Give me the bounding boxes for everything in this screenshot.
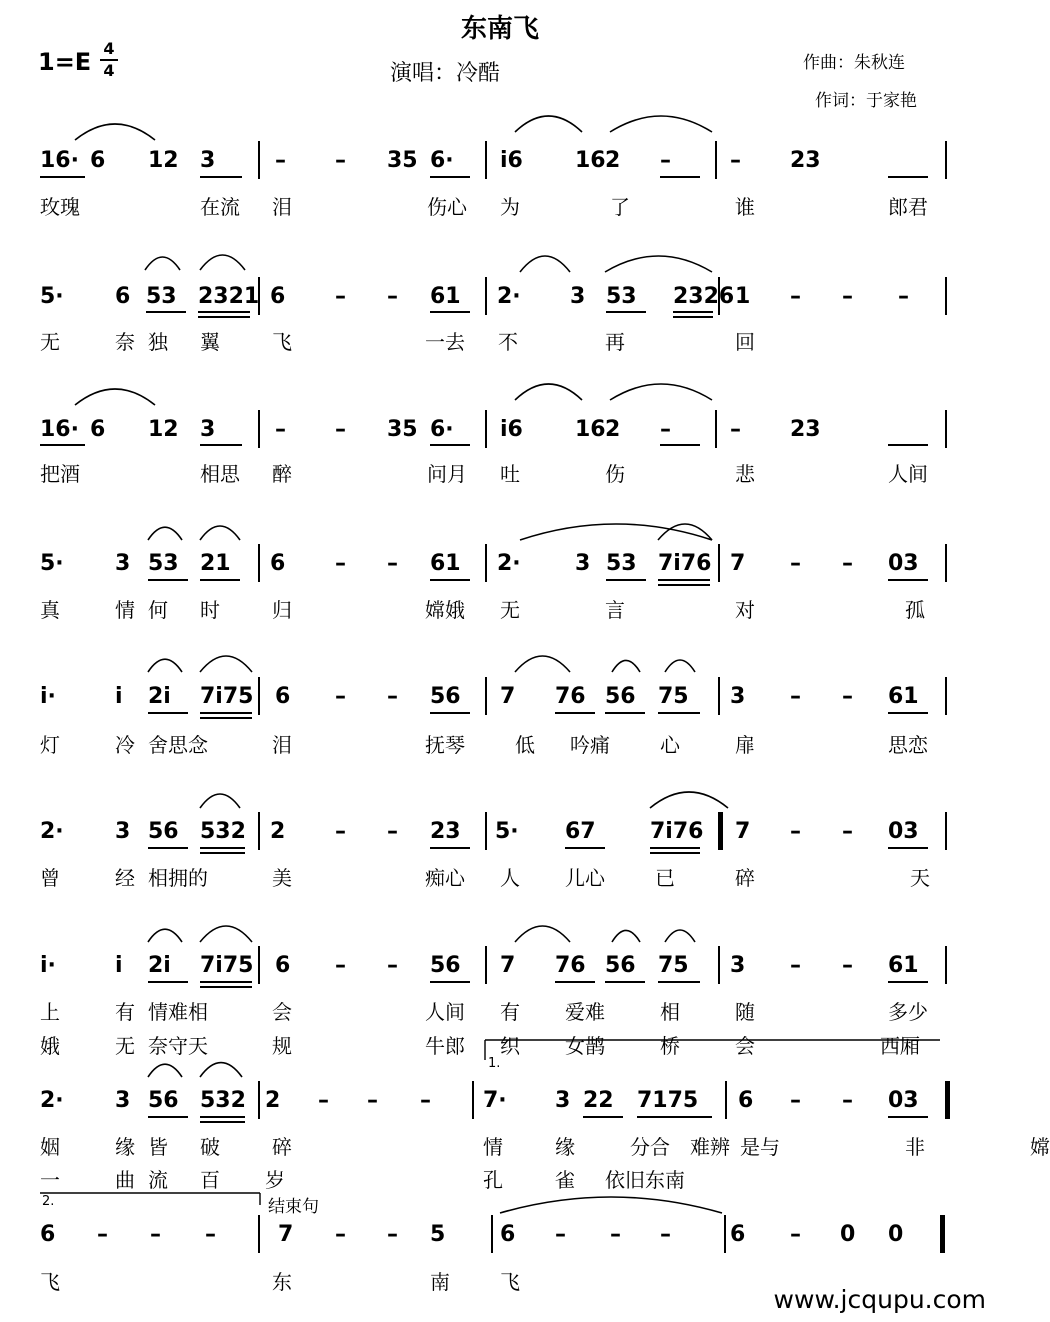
note-group: 7 xyxy=(735,819,751,844)
note-group: 23 xyxy=(790,148,821,173)
lyric-syllable: 奈守天 xyxy=(148,1034,208,1058)
lyric-syllable: 情难相 xyxy=(148,1000,208,1024)
note-group: – xyxy=(842,953,853,978)
note-group: – xyxy=(842,1088,853,1113)
note-group: 3 xyxy=(730,684,746,709)
note-group: 53 xyxy=(148,551,179,576)
lyric-syllable: 伤心 xyxy=(427,195,467,219)
lyric-syllable: 低 xyxy=(515,733,535,757)
lyric-syllable: 是与 xyxy=(740,1135,780,1159)
note-group: i· xyxy=(40,684,56,709)
lyric-syllable: 问月 xyxy=(427,462,467,486)
lyric-syllable: 再 xyxy=(605,330,625,354)
slur xyxy=(520,256,570,272)
note-group: 03 xyxy=(888,819,919,844)
lyric-syllable: 上 xyxy=(40,1000,60,1024)
note-group: – xyxy=(335,148,346,173)
lyric-syllable: 岁 xyxy=(265,1168,285,1192)
note-group: 6 xyxy=(730,1222,746,1247)
slur xyxy=(612,930,640,942)
watermark: www.jcqupu.com xyxy=(773,1285,986,1314)
note-group: 6· xyxy=(430,148,454,173)
lyric-syllable: 娥 xyxy=(40,1034,60,1058)
slur xyxy=(200,1063,242,1077)
note-group: 56 xyxy=(148,1088,179,1113)
slur xyxy=(200,526,240,540)
lyric-syllable: 灯 xyxy=(40,733,60,757)
note-group: – xyxy=(150,1222,161,1247)
lyric-syllable: 飞 xyxy=(272,330,292,354)
note-group: 6 xyxy=(275,684,291,709)
slur xyxy=(148,659,182,672)
note-group: 3 xyxy=(115,1088,131,1113)
note-group: – xyxy=(790,819,801,844)
lyric-syllable: 把酒 xyxy=(40,462,80,486)
lyric-syllable: 不 xyxy=(498,330,518,354)
note-group: 6 xyxy=(270,551,286,576)
note-group: 22 xyxy=(583,1088,614,1113)
note-group: 6 xyxy=(115,284,131,309)
note-group: – xyxy=(420,1088,431,1113)
note-group: i xyxy=(115,684,123,709)
lyric-syllable: 泪 xyxy=(272,733,292,757)
slur xyxy=(200,656,252,672)
lyric-syllable: 独 xyxy=(148,330,168,354)
volta-1-label: 1. xyxy=(488,1056,501,1071)
lyric-syllable: 孤 xyxy=(905,598,925,622)
note-group: 6 xyxy=(90,417,106,442)
lyric-syllable: 会 xyxy=(272,1000,292,1024)
lyric-syllable: 相 xyxy=(660,1000,680,1024)
note-group: 1 xyxy=(735,284,751,309)
note-group: – xyxy=(335,1222,346,1247)
lyric-syllable: 流 xyxy=(148,1168,168,1192)
note-group: 56 xyxy=(605,684,636,709)
slur xyxy=(520,524,712,540)
lyric-syllable: 嫦 xyxy=(1030,1135,1050,1159)
note-group: – xyxy=(335,684,346,709)
time-signature-top: 4 xyxy=(103,39,115,58)
lyric-syllable: 在流 xyxy=(200,195,240,219)
note-group: i xyxy=(115,953,123,978)
note-group: 56 xyxy=(430,953,461,978)
note-group: 3 xyxy=(730,953,746,978)
lyric-syllable: 缘 xyxy=(115,1135,135,1159)
note-group: 21 xyxy=(200,551,231,576)
lyric-syllable: 非 xyxy=(905,1135,925,1159)
lyric-syllable: 西厢 xyxy=(880,1034,920,1058)
note-group: 3 xyxy=(555,1088,571,1113)
note-group: 35 xyxy=(387,148,418,173)
lyric-syllable: 曾 xyxy=(40,866,60,890)
note-group: 3 xyxy=(200,417,216,442)
note-group: 3 xyxy=(115,551,131,576)
slur xyxy=(200,794,240,808)
lyric-syllable: 破 xyxy=(200,1135,220,1159)
note-group: 6 xyxy=(90,148,106,173)
lyric-syllable: 扉 xyxy=(735,733,755,757)
note-group: 532 xyxy=(200,1088,246,1113)
lyric-syllable: 郎君 xyxy=(888,195,928,219)
ending-label: 结束句 xyxy=(268,1197,319,1217)
note-group: – xyxy=(842,284,853,309)
lyric-syllable: 情 xyxy=(115,598,135,622)
note-group: 3 xyxy=(575,551,591,576)
lyric-syllable: 何 xyxy=(148,598,168,622)
note-group: 12 xyxy=(148,417,179,442)
note-group: 2i xyxy=(148,684,171,709)
slur xyxy=(610,384,712,400)
note-group: 61 xyxy=(430,551,461,576)
slur xyxy=(515,926,570,942)
note-group: 23 xyxy=(430,819,461,844)
note-group: 12 xyxy=(148,148,179,173)
note-group: 2 xyxy=(605,148,621,173)
note-group: – xyxy=(610,1222,621,1247)
lyric-syllable: 伤 xyxy=(605,462,625,486)
note-group: 6 xyxy=(275,953,291,978)
slur xyxy=(75,124,155,140)
slur xyxy=(148,527,182,540)
note-group: 2i xyxy=(148,953,171,978)
lyric-syllable: 玫瑰 xyxy=(40,195,80,219)
lyric-syllable: 情 xyxy=(483,1135,503,1159)
lyric-syllable: 痴心 xyxy=(425,866,465,890)
note-group: 6 xyxy=(738,1088,754,1113)
note-group: – xyxy=(387,284,398,309)
note-group: – xyxy=(335,417,346,442)
lyric-syllable: 无 xyxy=(500,598,520,622)
note-group: – xyxy=(335,551,346,576)
note-group: 16 xyxy=(575,417,606,442)
lyric-syllable: 抚琴 xyxy=(425,733,465,757)
note-group: 7 xyxy=(278,1222,294,1247)
note-group: – xyxy=(898,284,909,309)
lyric-syllable: 回 xyxy=(735,330,755,354)
note-group: 7· xyxy=(483,1088,507,1113)
lyric-syllable: 东 xyxy=(272,1270,292,1294)
note-group: 23 xyxy=(790,417,821,442)
note-group: 2 xyxy=(265,1088,281,1113)
lyric-syllable: 美 xyxy=(272,866,292,890)
slur xyxy=(515,384,582,400)
note-group: – xyxy=(387,551,398,576)
note-group: 2 xyxy=(605,417,621,442)
slur xyxy=(665,660,695,672)
lyric-syllable: 碎 xyxy=(272,1135,292,1159)
note-group: – xyxy=(205,1222,216,1247)
note-group: – xyxy=(275,417,286,442)
lyric-syllable: 爱难 xyxy=(565,1000,605,1024)
lyric-syllable: 心 xyxy=(660,733,680,757)
lyric-syllable: 归 xyxy=(272,598,292,622)
note-group: 35 xyxy=(387,417,418,442)
note-group: – xyxy=(387,1222,398,1247)
lyric-syllable: 多少 xyxy=(888,1000,928,1024)
note-group: 75 xyxy=(658,953,689,978)
lyric-syllable: 舍思念 xyxy=(148,733,208,757)
singer-credit: 演唱：冷酷 xyxy=(390,61,501,86)
note-group: 03 xyxy=(888,1088,919,1113)
lyric-syllable: 言 xyxy=(605,598,625,622)
lyric-syllable: 牛郎 xyxy=(425,1034,465,1058)
note-group: 53 xyxy=(146,284,177,309)
slur xyxy=(650,792,728,808)
lyric-syllable: 冷 xyxy=(115,733,135,757)
lyric-syllable: 时 xyxy=(200,598,220,622)
note-group: – xyxy=(335,284,346,309)
note-group: 03 xyxy=(888,551,919,576)
slur xyxy=(605,256,712,272)
lyric-syllable: 儿心 xyxy=(565,866,605,890)
lyric-syllable: 醉 xyxy=(272,462,292,486)
lyric-syllable: 一去 xyxy=(425,330,465,354)
lyric-syllable: 有 xyxy=(115,1000,135,1024)
lyric-syllable: 经 xyxy=(115,866,135,890)
note-group: 16· xyxy=(40,148,79,173)
lyric-syllable: 桥 xyxy=(660,1034,680,1058)
note-group: 5 xyxy=(430,1222,446,1247)
note-group: 53 xyxy=(606,551,637,576)
lyric-syllable: 飞 xyxy=(500,1270,520,1294)
lyric-syllable: 飞 xyxy=(40,1270,60,1294)
slur xyxy=(200,926,252,942)
lyric-syllable: 人间 xyxy=(888,462,928,486)
note-group: 2· xyxy=(497,284,521,309)
note-group: 3 xyxy=(570,284,586,309)
lyric-syllable: 一 xyxy=(40,1168,60,1192)
note-group: – xyxy=(387,953,398,978)
composer-credit: 作曲：朱秋连 xyxy=(803,53,905,73)
note-group: 5· xyxy=(495,819,519,844)
lyric-syllable: 姻 xyxy=(40,1135,60,1159)
note-group: – xyxy=(790,684,801,709)
lyric-syllable: 皆 xyxy=(148,1135,168,1159)
lyric-syllable: 随 xyxy=(735,1000,755,1024)
volta-2-label: 2. xyxy=(42,1194,55,1209)
note-group: 3 xyxy=(200,148,216,173)
note-group: 76 xyxy=(555,684,586,709)
note-group: 61 xyxy=(430,284,461,309)
slur xyxy=(665,930,695,942)
slur xyxy=(500,1197,722,1213)
lyric-syllable: 相思 xyxy=(200,462,240,486)
lyric-syllable: 吟痛 xyxy=(570,733,610,757)
lyric-syllable: 吐 xyxy=(500,462,520,486)
slur xyxy=(200,255,245,270)
note-group: – xyxy=(275,148,286,173)
lyric-syllable: 为 xyxy=(500,195,520,219)
lyric-syllable: 已 xyxy=(655,866,675,890)
note-group: – xyxy=(660,417,671,442)
lyric-syllable: 依旧东南 xyxy=(605,1168,685,1192)
lyric-syllable: 谁 xyxy=(735,195,755,219)
lyric-syllable: 相拥的 xyxy=(148,866,208,890)
note-group: 7175 xyxy=(637,1088,699,1113)
note-group: 532 xyxy=(200,819,246,844)
note-group: 7 xyxy=(500,953,516,978)
note-group: – xyxy=(790,1088,801,1113)
note-group: – xyxy=(335,953,346,978)
note-group: 16· xyxy=(40,417,79,442)
note-group: 56 xyxy=(148,819,179,844)
slur xyxy=(612,660,640,672)
slur xyxy=(515,116,582,132)
lyric-syllable: 无 xyxy=(40,330,60,354)
lyric-syllable: 对 xyxy=(735,598,755,622)
lyric-syllable: 人 xyxy=(500,866,520,890)
note-group: – xyxy=(660,1222,671,1247)
note-group: 61 xyxy=(888,953,919,978)
lyric-syllable: 奈 xyxy=(115,330,135,354)
lyric-syllable: 嫦娥 xyxy=(425,598,465,622)
lyric-syllable: 了 xyxy=(610,195,630,219)
lyric-syllable: 百 xyxy=(200,1168,220,1192)
note-group: 75 xyxy=(658,684,689,709)
note-group: 2 xyxy=(270,819,286,844)
lyric-syllable: 天 xyxy=(910,866,930,890)
note-group: – xyxy=(730,417,741,442)
lyric-syllable: 有 xyxy=(500,1000,520,1024)
note-group: 56 xyxy=(605,953,636,978)
note-group: – xyxy=(387,684,398,709)
note-group: 5· xyxy=(40,551,64,576)
song-title: 东南飞 xyxy=(460,14,539,44)
note-group: 0 xyxy=(840,1222,856,1247)
note-group: – xyxy=(842,551,853,576)
note-group: 7 xyxy=(730,551,746,576)
note-group: 7i76 xyxy=(650,819,704,844)
note-group: 61 xyxy=(888,684,919,709)
key-signature: 1=E xyxy=(38,48,92,76)
note-group: 6 xyxy=(500,1222,516,1247)
lyric-syllable: 思恋 xyxy=(888,733,928,757)
note-group: – xyxy=(842,819,853,844)
note-group: 5· xyxy=(40,284,64,309)
note-group: i· xyxy=(40,953,56,978)
lyric-syllable: 规 xyxy=(272,1034,292,1058)
note-group: – xyxy=(555,1222,566,1247)
note-group: 7i75 xyxy=(200,953,254,978)
note-group: 76 xyxy=(555,953,586,978)
note-group: 7i76 xyxy=(658,551,712,576)
lyric-syllable: 悲 xyxy=(735,462,755,486)
lyric-syllable: 雀 xyxy=(555,1168,575,1192)
slur xyxy=(145,257,180,270)
time-signature-bottom: 4 xyxy=(103,61,115,80)
lyric-syllable: 南 xyxy=(430,1270,450,1294)
lyric-syllable: 难辨 xyxy=(690,1135,730,1159)
note-group: – xyxy=(842,684,853,709)
note-group: 67 xyxy=(565,819,596,844)
lyric-syllable: 真 xyxy=(40,598,60,622)
lyric-syllable: 泪 xyxy=(272,195,292,219)
note-group: – xyxy=(367,1088,378,1113)
note-group: 53 xyxy=(606,284,637,309)
note-group: 2· xyxy=(497,551,521,576)
note-group: – xyxy=(335,819,346,844)
note-group: 6 xyxy=(40,1222,56,1247)
note-group: – xyxy=(660,148,671,173)
note-group: 2· xyxy=(40,1088,64,1113)
note-group: 2321 xyxy=(198,284,260,309)
lyric-syllable: 女鹊 xyxy=(565,1034,605,1058)
lyric-syllable: 翼 xyxy=(200,330,220,354)
lyric-syllable: 织 xyxy=(500,1034,520,1058)
note-group: 7i75 xyxy=(200,684,254,709)
lyric-syllable: 曲 xyxy=(115,1168,135,1192)
note-group: – xyxy=(790,1222,801,1247)
slur xyxy=(515,656,570,672)
note-group: 2· xyxy=(40,819,64,844)
lyric-syllable: 缘 xyxy=(555,1135,575,1159)
note-group: i6 xyxy=(500,148,523,173)
note-group: 56 xyxy=(430,684,461,709)
lyric-syllable: 会 xyxy=(735,1034,755,1058)
note-group: i6 xyxy=(500,417,523,442)
note-group: 3 xyxy=(115,819,131,844)
slur xyxy=(610,116,712,132)
note-group: 7 xyxy=(500,684,516,709)
note-group: 0 xyxy=(888,1222,904,1247)
slur xyxy=(75,389,155,405)
lyric-syllable: 孔 xyxy=(483,1168,503,1192)
lyricist-credit: 作词：于家艳 xyxy=(815,91,917,111)
lyric-syllable: 碎 xyxy=(735,866,755,890)
note-group: – xyxy=(790,953,801,978)
note-group: 2326 xyxy=(673,284,735,309)
lyric-syllable: 分合 xyxy=(630,1135,670,1159)
note-group: – xyxy=(790,284,801,309)
slur xyxy=(148,1064,182,1077)
note-group: 16 xyxy=(575,148,606,173)
note-group: – xyxy=(790,551,801,576)
slur xyxy=(148,929,182,942)
note-group: – xyxy=(387,819,398,844)
lyric-syllable: 无 xyxy=(115,1034,135,1058)
lyric-syllable: 人间 xyxy=(425,1000,465,1024)
note-group: 6 xyxy=(270,284,286,309)
note-group: – xyxy=(97,1222,108,1247)
note-group: – xyxy=(730,148,741,173)
note-group: – xyxy=(318,1088,329,1113)
note-group: 6· xyxy=(430,417,454,442)
